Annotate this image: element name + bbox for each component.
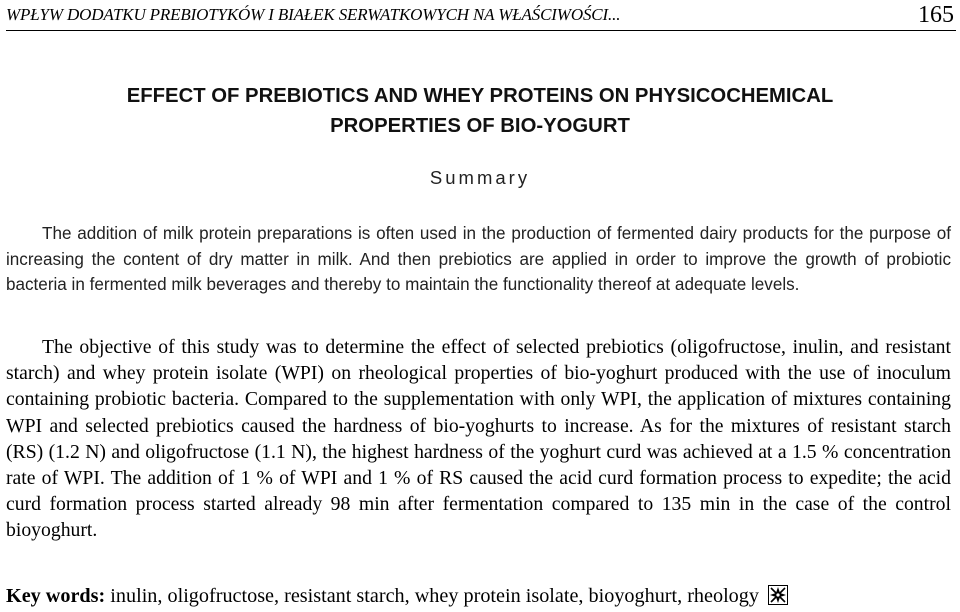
- summary-heading: Summary: [429, 167, 531, 188]
- article-title-line-2: PROPERTIES OF BIO-YOGURT: [330, 115, 630, 137]
- summary-paragraph-2: The objective of this study was to determine the effect of selected prebiotics (oligofructose, inulin, and resistant starch) and whey protein isolate (WPI) on rheological properties of bio-yoghurt produced with the use of inoculum containing probiotic bacteria. Compared to the supplementation with only WPI, the application of mixtures containing WPI and selected prebiotics caused the hardness of bio-yoghurts to increase. As for the mixtures of resistant starch (RS) (1.2 N) and oligofructose (1.1 N), the highest hardness of the yoghurt curd was achieved at a 1.5 % concentration rate of WPI. The addition of 1 % of WPI and 1 % of RS caused the acid curd formation process to expedite; the acid curd formation process started already 98 min after fermentation compared to 135 min in the case of the control bioyoghurt.: [6, 336, 951, 542]
- summary-paragraph-1: The addition of milk protein preparations is often used in the production of fermented dairy products for the purpose of increasing the content of dry matter in milk. And then prebiotics are applied in order to improve the growth of probiotic bacteria in fermented milk beverages and thereby to maintain the functionality thereof at adequate levels.: [6, 224, 951, 295]
- end-of-article-icon: [768, 585, 788, 605]
- keywords-text: inulin, oligofructose, resistant starch, whey protein isolate, bioyoghurt, rheology: [110, 585, 759, 607]
- keywords-line: [6, 585, 788, 608]
- running-header: [6, 2, 956, 31]
- running-title: WPŁYW DODATKU PREBIOTYKÓW I BIAŁEK SERWATKOWYCH NA WŁAŚCIWOŚCI...: [6, 5, 621, 24]
- page-number: 165: [918, 2, 954, 28]
- article-title: [0, 81, 960, 141]
- article-title-line-1: EFFECT OF PREBIOTICS AND WHEY PROTEINS ON PHYSICOCHEMICAL: [126, 85, 834, 107]
- keywords-label: Key words:: [6, 585, 106, 607]
